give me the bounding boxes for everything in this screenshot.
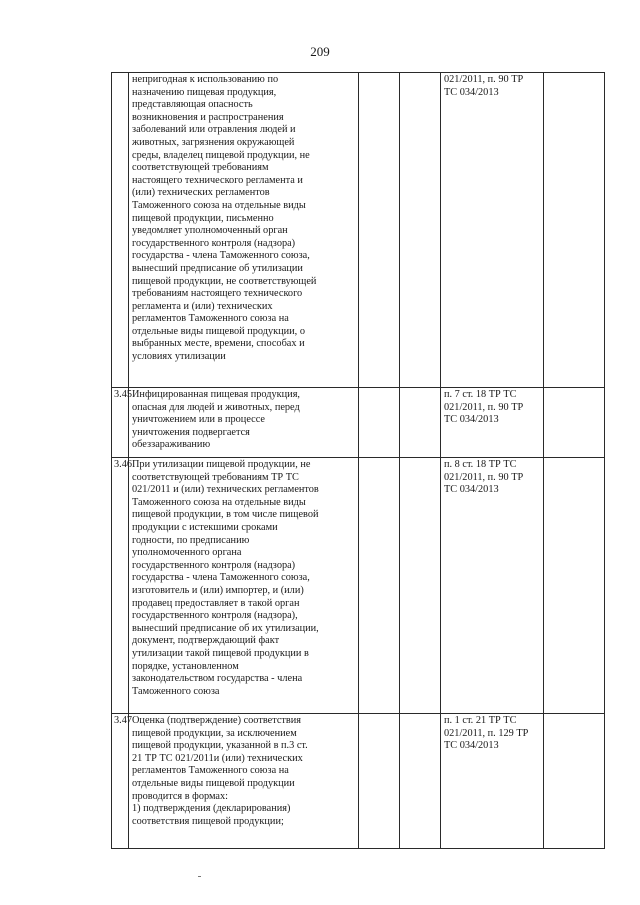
requirement-text-line: (или) технических регламентов — [132, 187, 270, 199]
requirement-text-line: отдельные виды пищевой продукции, о — [132, 325, 305, 337]
requirement-text-line: пищевой продукции, не соответствующей — [132, 275, 317, 287]
requirement-text-line: пищевой продукции, письменно — [132, 212, 274, 224]
requirement-text-line: продавец предоставляет в такой орган — [132, 597, 300, 609]
regulation-reference-line: п. 8 ст. 18 ТР ТС — [444, 459, 517, 470]
requirement-text-line: настоящего технического регламента и — [132, 174, 303, 186]
regulation-reference-line: 021/2011, п. 129 ТР — [444, 727, 529, 739]
requirement-cell — [129, 73, 359, 388]
regulation-reference-cell — [441, 388, 544, 458]
requirement-text-line: вынесший предписание об их утилизации, — [132, 622, 319, 634]
requirement-text-line: Таможенного союза — [132, 685, 220, 697]
requirement-text-line: порядке, установленном — [132, 660, 239, 672]
item-number-cell: 3.45 — [112, 388, 129, 458]
requirement-text-line: представляющая опасность — [132, 99, 253, 111]
requirement-cell — [129, 714, 359, 849]
requirement-text-line: отдельные виды пищевой продукции — [132, 777, 295, 789]
requirement-text-line: соответствующей требованиям ТР ТС — [132, 471, 299, 483]
table-row — [112, 73, 605, 388]
requirement-text-line: документ, подтверждающий факт — [132, 635, 280, 647]
requirement-text-line: пищевой продукции, за исключением — [132, 727, 297, 739]
requirement-text-line: проводится в формах: — [132, 790, 228, 802]
requirement-text-line: государственного контроля (надзора) — [132, 559, 296, 571]
empty-cell-a — [359, 714, 400, 849]
regulation-reference-cell — [441, 714, 544, 849]
requirement-text-line: заболеваний или отравления людей и — [132, 124, 296, 136]
requirement-text-line: непригодная к использованию по — [132, 74, 279, 85]
requirement-text-line: обеззараживанию — [132, 439, 211, 451]
page-number: 209 — [310, 44, 330, 59]
requirement-text-line: государства - члена Таможенного союза, — [132, 572, 310, 584]
empty-cell-c — [544, 73, 605, 388]
empty-cell-c — [544, 388, 605, 458]
regulation-reference-cell — [441, 458, 544, 714]
requirement-text-line: государства - члена Таможенного союза, — [132, 250, 310, 262]
requirement-cell — [129, 388, 359, 458]
requirement-text-line: регламентов Таможенного союза на — [132, 313, 289, 325]
requirement-text-line: назначению пищевая продукция, — [132, 86, 277, 98]
requirement-text-line: вынесший предписание об утилизации — [132, 262, 303, 274]
requirement-text-line: 1) подтверждения (декларирования) — [132, 803, 291, 815]
requirement-text-line: Оценка (подтверждение) соответствия — [132, 715, 301, 726]
empty-cell-b — [400, 714, 441, 849]
regulation-reference-line: п. 7 ст. 18 ТР ТС — [444, 389, 517, 400]
requirement-text-line: Таможенного союза на отдельные виды — [132, 496, 306, 508]
requirement-text-line: утилизации такой пищевой продукции в — [132, 647, 309, 659]
requirement-text-line: уполномоченного органа — [132, 547, 242, 559]
requirement-text-line: уничтожения подвергается — [132, 426, 250, 438]
requirement-text-line: опасная для людей и животных, перед — [132, 401, 300, 413]
item-number-cell: 3.46 — [112, 458, 129, 714]
requirement-text-line: среды, владелец пищевой продукции, не — [132, 149, 310, 161]
empty-cell-b — [400, 458, 441, 714]
requirement-text-line: законодательством государства - члена — [132, 673, 303, 685]
requirement-text-line: пищевой продукции, указанной в п.3 ст. — [132, 740, 308, 752]
empty-cell-a — [359, 73, 400, 388]
requirement-text-line: уведомляет уполномоченный орган — [132, 225, 288, 237]
regulation-reference-line: ТС 034/2013 — [444, 484, 499, 496]
requirement-text-line: регламентов Таможенного союза на — [132, 765, 289, 777]
requirement-text-line: продукции с истекшими сроками — [132, 521, 278, 533]
requirement-text-line: соответствующей требованиям — [132, 162, 269, 174]
item-number-cell: 3.47 — [112, 714, 129, 849]
requirement-text-line: 21 ТР ТС 021/2011и (или) технических — [132, 752, 303, 764]
requirement-text-line: государственного контроля (надзора), — [132, 610, 298, 622]
regulation-reference-line: 021/2011, п. 90 ТР — [444, 401, 524, 413]
regulation-reference-line: 021/2011, п. 90 ТР — [444, 74, 524, 85]
scan-speck — [198, 876, 201, 877]
requirement-text-line: требованиям настоящего технического — [132, 288, 303, 300]
empty-cell-c — [544, 714, 605, 849]
requirement-cell — [129, 458, 359, 714]
requirement-text-line: годности, по предписанию — [132, 534, 250, 546]
requirement-text-line: регламента и (или) технических — [132, 300, 273, 312]
empty-cell-c — [544, 458, 605, 714]
requirement-text-line: животных, загрязнения окружающей — [132, 136, 295, 148]
empty-cell-b — [400, 73, 441, 388]
empty-cell-a — [359, 388, 400, 458]
item-number-cell — [112, 73, 129, 388]
requirement-text-line: пищевой продукции, в том числе пищевой — [132, 509, 319, 521]
empty-cell-a — [359, 458, 400, 714]
requirements-table-container — [111, 72, 605, 849]
requirements-table — [111, 72, 605, 849]
requirement-text-line: государственного контроля (надзора) — [132, 237, 296, 249]
requirement-text-line: условиях утилизации — [132, 351, 226, 363]
requirement-text-line: уничтожением или в процессе — [132, 414, 265, 426]
requirement-text-line: изготовитель и (или) импортер, и (или) — [132, 584, 304, 596]
regulation-reference-line: п. 1 ст. 21 ТР ТС — [444, 715, 517, 726]
regulation-reference-line: ТС 034/2013 — [444, 414, 499, 426]
regulation-reference-line: 021/2011, п. 90 ТР — [444, 471, 524, 483]
regulation-reference-line: ТС 034/2013 — [444, 86, 499, 98]
requirement-text-line: 021/2011 и (или) технических регламентов — [132, 484, 319, 496]
requirement-text-line: Инфицированная пищевая продукция, — [132, 389, 301, 400]
table-row — [112, 458, 605, 714]
requirement-text-line: возникновения и распространения — [132, 111, 284, 123]
requirement-text-line: Таможенного союза на отдельные виды — [132, 199, 306, 211]
requirements-table-body — [112, 73, 605, 849]
empty-cell-b — [400, 388, 441, 458]
requirement-text-line: соответствия пищевой продукции; — [132, 815, 284, 827]
requirement-text-line: выбранных месте, времени, способах и — [132, 338, 305, 350]
regulation-reference-line: ТС 034/2013 — [444, 740, 499, 752]
regulation-reference-cell — [441, 73, 544, 388]
table-row — [112, 388, 605, 458]
requirement-text-line: При утилизации пищевой продукции, не — [132, 459, 311, 470]
table-row — [112, 714, 605, 849]
